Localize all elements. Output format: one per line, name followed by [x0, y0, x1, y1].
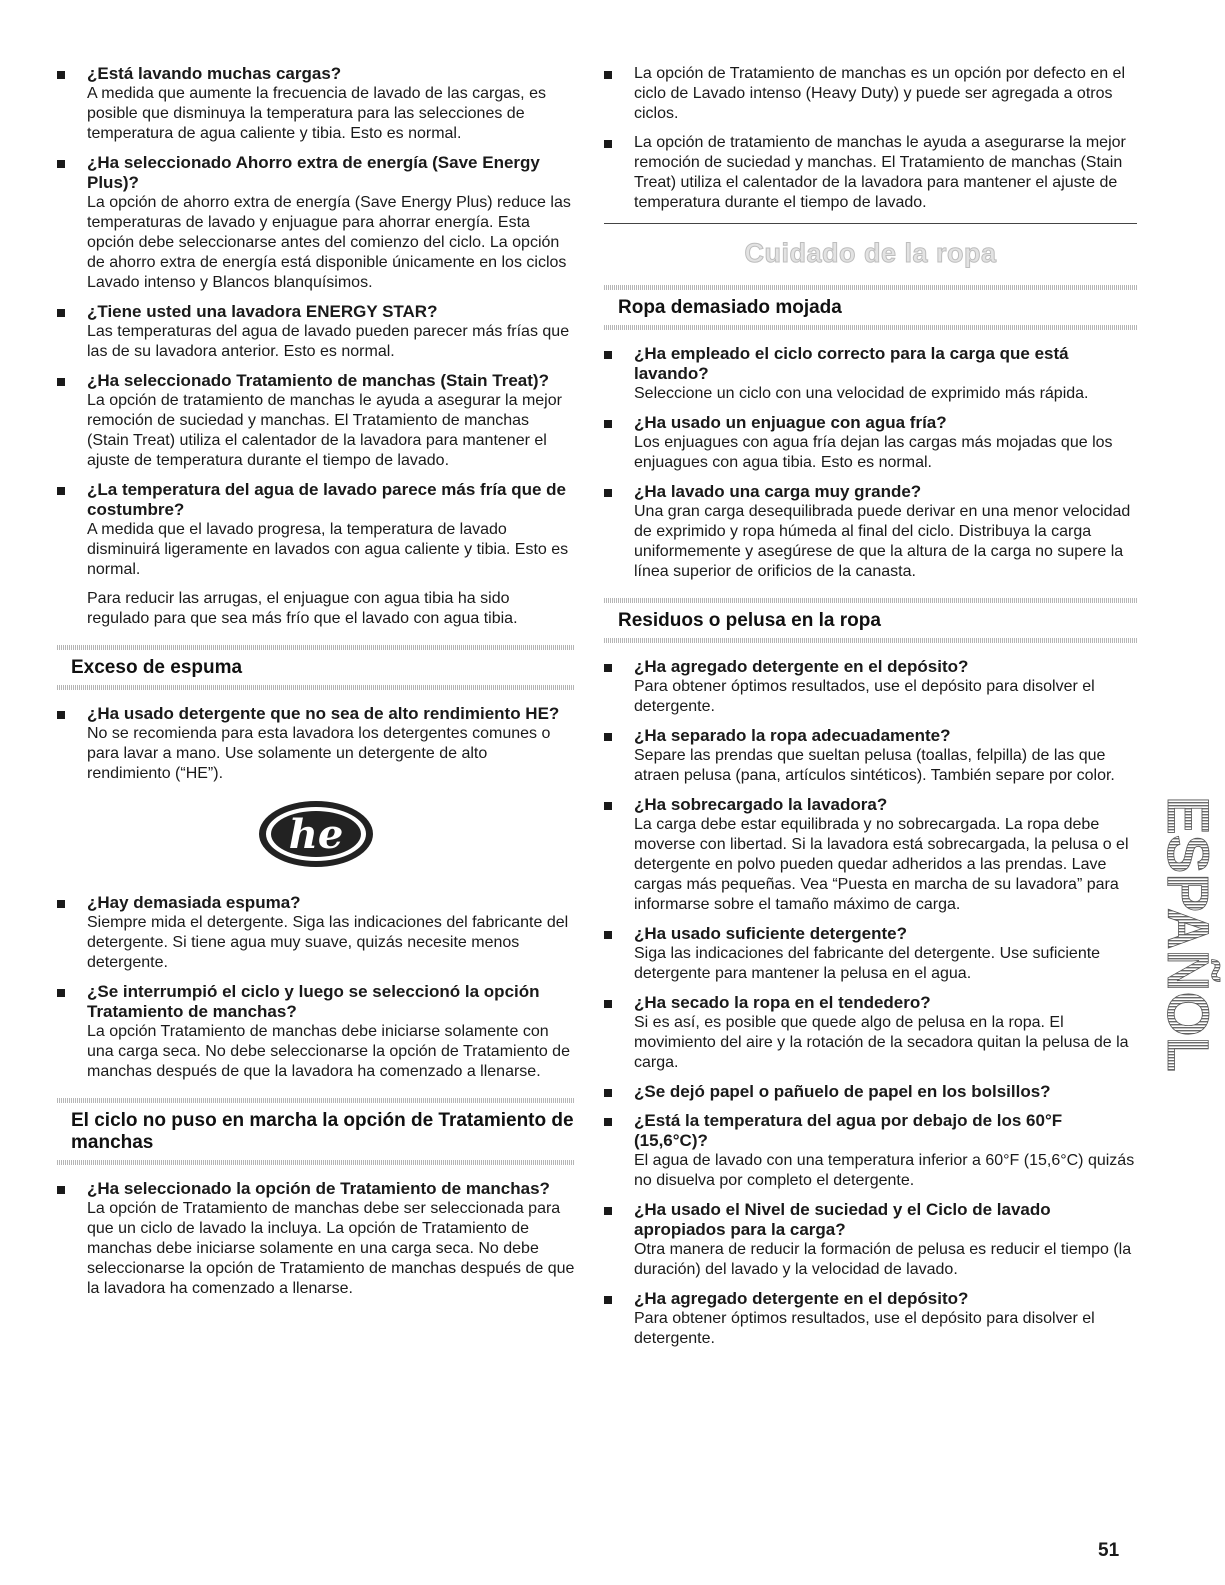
- bullet-square-icon: [57, 71, 65, 79]
- list-item: [57, 982, 575, 1082]
- answer-text: Siga las indicaciones del fabricante del detergente. Use suficiente detergente para mantener la pelusa en el agua.: [634, 945, 1101, 982]
- bullet-square-icon: [604, 1000, 612, 1008]
- question-text: ¿Ha sobrecargado la lavadora?: [634, 795, 888, 814]
- list-item: [57, 893, 575, 973]
- bullet-square-icon: [57, 160, 65, 168]
- horizontal-rule: [604, 223, 1137, 224]
- section-title: Ropa demasiado mojada: [618, 297, 842, 318]
- question-text: ¿Ha seleccionado Ahorro extra de energía (Save Energy Plus)?: [87, 153, 540, 192]
- bullet-square-icon: [604, 802, 612, 810]
- bullet-square-icon: [604, 931, 612, 939]
- list-item: [604, 726, 1137, 786]
- troubleshoot-list-suds: [57, 704, 575, 784]
- language-side-tab: [1152, 790, 1222, 1080]
- list-item: [604, 344, 1137, 404]
- hatch-divider: [604, 325, 1137, 330]
- answer-text: La opción Tratamiento de manchas debe iniciarse solamente con una carga seca. No debe seleccionarse la opción de Tratamiento de manchas después de que la lavadora ha comenzado a llenarse.: [87, 1023, 570, 1080]
- answer-text: Para obtener óptimos resultados, use el depósito para disolver el detergente.: [634, 678, 1095, 715]
- list-item: [57, 302, 575, 362]
- bullet-square-icon: [57, 711, 65, 719]
- bullet-square-icon: [604, 1089, 612, 1097]
- hatch-divider: [57, 1160, 575, 1165]
- answer-text: Para obtener óptimos resultados, use el depósito para disolver el detergente.: [634, 1310, 1095, 1347]
- answer-text: Las temperaturas del agua de lavado pueden parecer más frías que las de su lavadora anterior. Esto es normal.: [87, 323, 570, 360]
- question-text: ¿Tiene usted una lavadora ENERGY STAR?: [87, 302, 438, 321]
- bullet-square-icon: [604, 664, 612, 672]
- stain-treat-notes: [604, 64, 1137, 213]
- he-logo-text: he: [288, 811, 344, 858]
- question-text: ¿Ha agregado detergente en el depósito?: [634, 657, 969, 676]
- answer-text: La opción de ahorro extra de energía (Save Energy Plus) reduce las temperaturas de lavado y enjuague para ahorrar energía. Esta opción debe seleccionarse antes del comienzo del ciclo. La opción de ahorro extra de energía está disponible únicamente en los ciclos Lavado intenso y Blancos blanquísimos.: [87, 194, 571, 291]
- section-header-residuos: [604, 598, 1137, 643]
- question-text: ¿Está lavando muchas cargas?: [87, 64, 342, 83]
- question-text: ¿Ha lavado una carga muy grande?: [634, 482, 922, 501]
- side-tab-graphic: [1152, 790, 1222, 1080]
- side-tab-text: ESPAÑOL: [1155, 796, 1220, 1073]
- list-item: [604, 657, 1137, 717]
- answer-text: Siempre mida el detergente. Siga las indicaciones del fabricante del detergente. Si tiene agua muy suave, quizás necesite menos detergente.: [87, 914, 569, 971]
- answer-text: La opción de Tratamiento de manchas es un opción por defecto en el ciclo de Lavado intenso (Heavy Duty) y puede ser agregada a otros ciclos.: [634, 65, 1125, 122]
- troubleshoot-list-wet: [604, 344, 1137, 582]
- section-title: Residuos o pelusa en la ropa: [618, 610, 881, 631]
- bullet-square-icon: [57, 309, 65, 317]
- bullet-square-icon: [604, 351, 612, 359]
- answer-text: No se recomienda para esta lavadora los detergentes comunes o para lavar a mano. Use solamente un detergente de alto rendimiento (“HE”).: [87, 725, 551, 782]
- list-item: [604, 1082, 1137, 1102]
- right-column: [604, 64, 1137, 1358]
- left-column: [57, 64, 575, 1308]
- bullet-square-icon: [604, 1118, 612, 1126]
- bullet-square-icon: [604, 489, 612, 497]
- troubleshoot-list-foam: [57, 893, 575, 1082]
- troubleshoot-list-lint: [604, 657, 1137, 1349]
- list-item: [57, 64, 575, 144]
- list-item: [57, 371, 575, 471]
- question-text: ¿Ha usado un enjuague con agua fría?: [634, 413, 947, 432]
- list-item: [604, 1289, 1137, 1349]
- bullet-square-icon: [57, 1186, 65, 1194]
- answer-text: A medida que el lavado progresa, la temperatura de lavado disminuirá ligeramente en lavados con agua caliente y tibia. Esto es normal.: [87, 521, 569, 578]
- wrinkle-note: Para reducir las arrugas, el enjuague con agua tibia ha sido regulado para que sea más frío que el lavado con agua tibia.: [87, 590, 518, 627]
- list-item: [57, 704, 575, 784]
- list-item: [57, 1179, 575, 1299]
- answer-text: Separe las prendas que sueltan pelusa (toallas, felpilla) de las que atraen pelusa (pana, artículos sintéticos). También separe por color.: [634, 747, 1115, 784]
- question-text: ¿Se interrumpió el ciclo y luego se seleccionó la opción Tratamiento de manchas?: [87, 982, 540, 1021]
- question-text: ¿Ha seleccionado la opción de Tratamiento de manchas?: [87, 1179, 550, 1198]
- question-text: ¿Ha usado el Nivel de suciedad y el Ciclo de lavado apropiados para la carga?: [634, 1200, 1051, 1239]
- hatch-divider: [604, 638, 1137, 643]
- answer-text: Una gran carga desequilibrada puede derivar en una menor velocidad de exprimido y ropa húmeda al final del ciclo. Distribuya la carga uniformemente y asegúrese de que la altura de la carga no supere la línea superior de orificios de la canasta.: [634, 503, 1131, 580]
- answer-text: Si es así, es posible que quede algo de pelusa en la ropa. El movimiento del aire y la rotación de la secadora quitan la pelusa de la carga.: [634, 1014, 1129, 1071]
- bullet-square-icon: [57, 378, 65, 386]
- question-text: ¿Ha empleado el ciclo correcto para la carga que está lavando?: [634, 344, 1069, 383]
- bullet-square-icon: [604, 1296, 612, 1304]
- section-header-ciclo: [57, 1098, 575, 1165]
- list-item: [604, 133, 1137, 213]
- bullet-square-icon: [604, 420, 612, 428]
- list-item: [604, 1111, 1137, 1191]
- answer-text: A medida que aumente la frecuencia de lavado de las cargas, es posible que disminuya la temperatura para las selecciones de temperatura de agua caliente y tibia. Esto es normal.: [87, 85, 546, 142]
- question-text: ¿La temperatura del agua de lavado parece más fría que de costumbre?: [87, 480, 567, 519]
- answer-text: La carga debe estar equilibrada y no sobrecargada. La ropa debe moverse con libertad. Si la lavadora está sobrecargada, la pelusa o el detergente en polvo pueden quedar adheridos a las prendas. Lave cargas más pequeñas. Vea “Puesta en marcha de su lavadora” para informarse sobre el tamaño máximo de carga.: [634, 816, 1129, 913]
- bullet-square-icon: [604, 71, 612, 79]
- question-text: ¿Ha agregado detergente en el depósito?: [634, 1289, 969, 1308]
- hatch-divider: [57, 685, 575, 690]
- troubleshoot-list-temperature: [57, 64, 575, 580]
- bullet-square-icon: [604, 1207, 612, 1215]
- section-header-mojada: [604, 285, 1137, 330]
- answer-text: La opción de Tratamiento de manchas debe ser seleccionada para que un ciclo de lavado la incluya. La opción de Tratamiento de manchas debe iniciarse solamente en una carga seca. No debe seleccionarse la opción de Tratamiento de manchas después de que la lavadora ha comenzado a llenarse.: [87, 1200, 575, 1297]
- list-item: [604, 924, 1137, 984]
- list-item: [604, 1200, 1137, 1280]
- he-logo: [57, 798, 575, 875]
- question-text: ¿Ha seleccionado Tratamiento de manchas (Stain Treat)?: [87, 371, 549, 390]
- list-item: [57, 480, 575, 580]
- list-item: [604, 413, 1137, 473]
- question-text: ¿Ha usado detergente que no sea de alto rendimiento HE?: [87, 704, 560, 723]
- question-text: ¿Ha usado suficiente detergente?: [634, 924, 907, 943]
- section-title: Exceso de espuma: [71, 657, 243, 678]
- list-item: [604, 64, 1137, 124]
- question-text: ¿Ha separado la ropa adecuadamente?: [634, 726, 951, 745]
- cuidado-heading: Cuidado de la ropa: [744, 238, 997, 268]
- troubleshoot-list-stain-treat: [57, 1179, 575, 1299]
- bullet-square-icon: [604, 140, 612, 148]
- bullet-square-icon: [604, 733, 612, 741]
- answer-text: Otra manera de reducir la formación de pelusa es reducir el tiempo (la duración) del lavado y la velocidad de lavado.: [634, 1241, 1132, 1278]
- bullet-square-icon: [57, 989, 65, 997]
- question-text: ¿Está la temperatura del agua por debajo de los 60°F (15,6°C)?: [634, 1111, 1063, 1150]
- list-item: [604, 993, 1137, 1073]
- bullet-square-icon: [57, 487, 65, 495]
- answer-text: El agua de lavado con una temperatura inferior a 60°F (15,6°C) quizás no disuelva por completo el detergente.: [634, 1152, 1135, 1189]
- bullet-square-icon: [57, 900, 65, 908]
- answer-text: Seleccione un ciclo con una velocidad de exprimido más rápida.: [634, 385, 1089, 402]
- answer-text: La opción de tratamiento de manchas le ayuda a asegurar la mejor remoción de suciedad y manchas. El Tratamiento de manchas (Stain Treat) utiliza el calentador de la lavadora para mantener el ajuste de temperatura durante el tiempo de lavado.: [87, 392, 562, 469]
- list-item: [57, 153, 575, 293]
- answer-text: Los enjuagues con agua fría dejan las cargas más mojadas que los enjuagues con agua tibia. Esto es normal.: [634, 434, 1113, 471]
- list-item: [604, 482, 1137, 582]
- question-text: ¿Ha secado la ropa en el tendedero?: [634, 993, 931, 1012]
- section-header-exceso: [57, 645, 575, 690]
- section-title: El ciclo no puso en marcha la opción de Tratamiento de manchas: [71, 1110, 574, 1153]
- he-logo-icon: [256, 798, 376, 870]
- answer-text: La opción de tratamiento de manchas le ayuda a asegurarse la mejor remoción de suciedad y manchas. El Tratamiento de manchas (Stain Treat) utiliza el calentador de la lavadora para mantener el ajuste de temperatura durante el tiempo de lavado.: [634, 134, 1126, 211]
- list-item: [604, 795, 1137, 915]
- page-number: 51: [1098, 1540, 1120, 1561]
- question-text: ¿Se dejó papel o pañuelo de papel en los bolsillos?: [634, 1082, 1051, 1101]
- question-text: ¿Hay demasiada espuma?: [87, 893, 301, 912]
